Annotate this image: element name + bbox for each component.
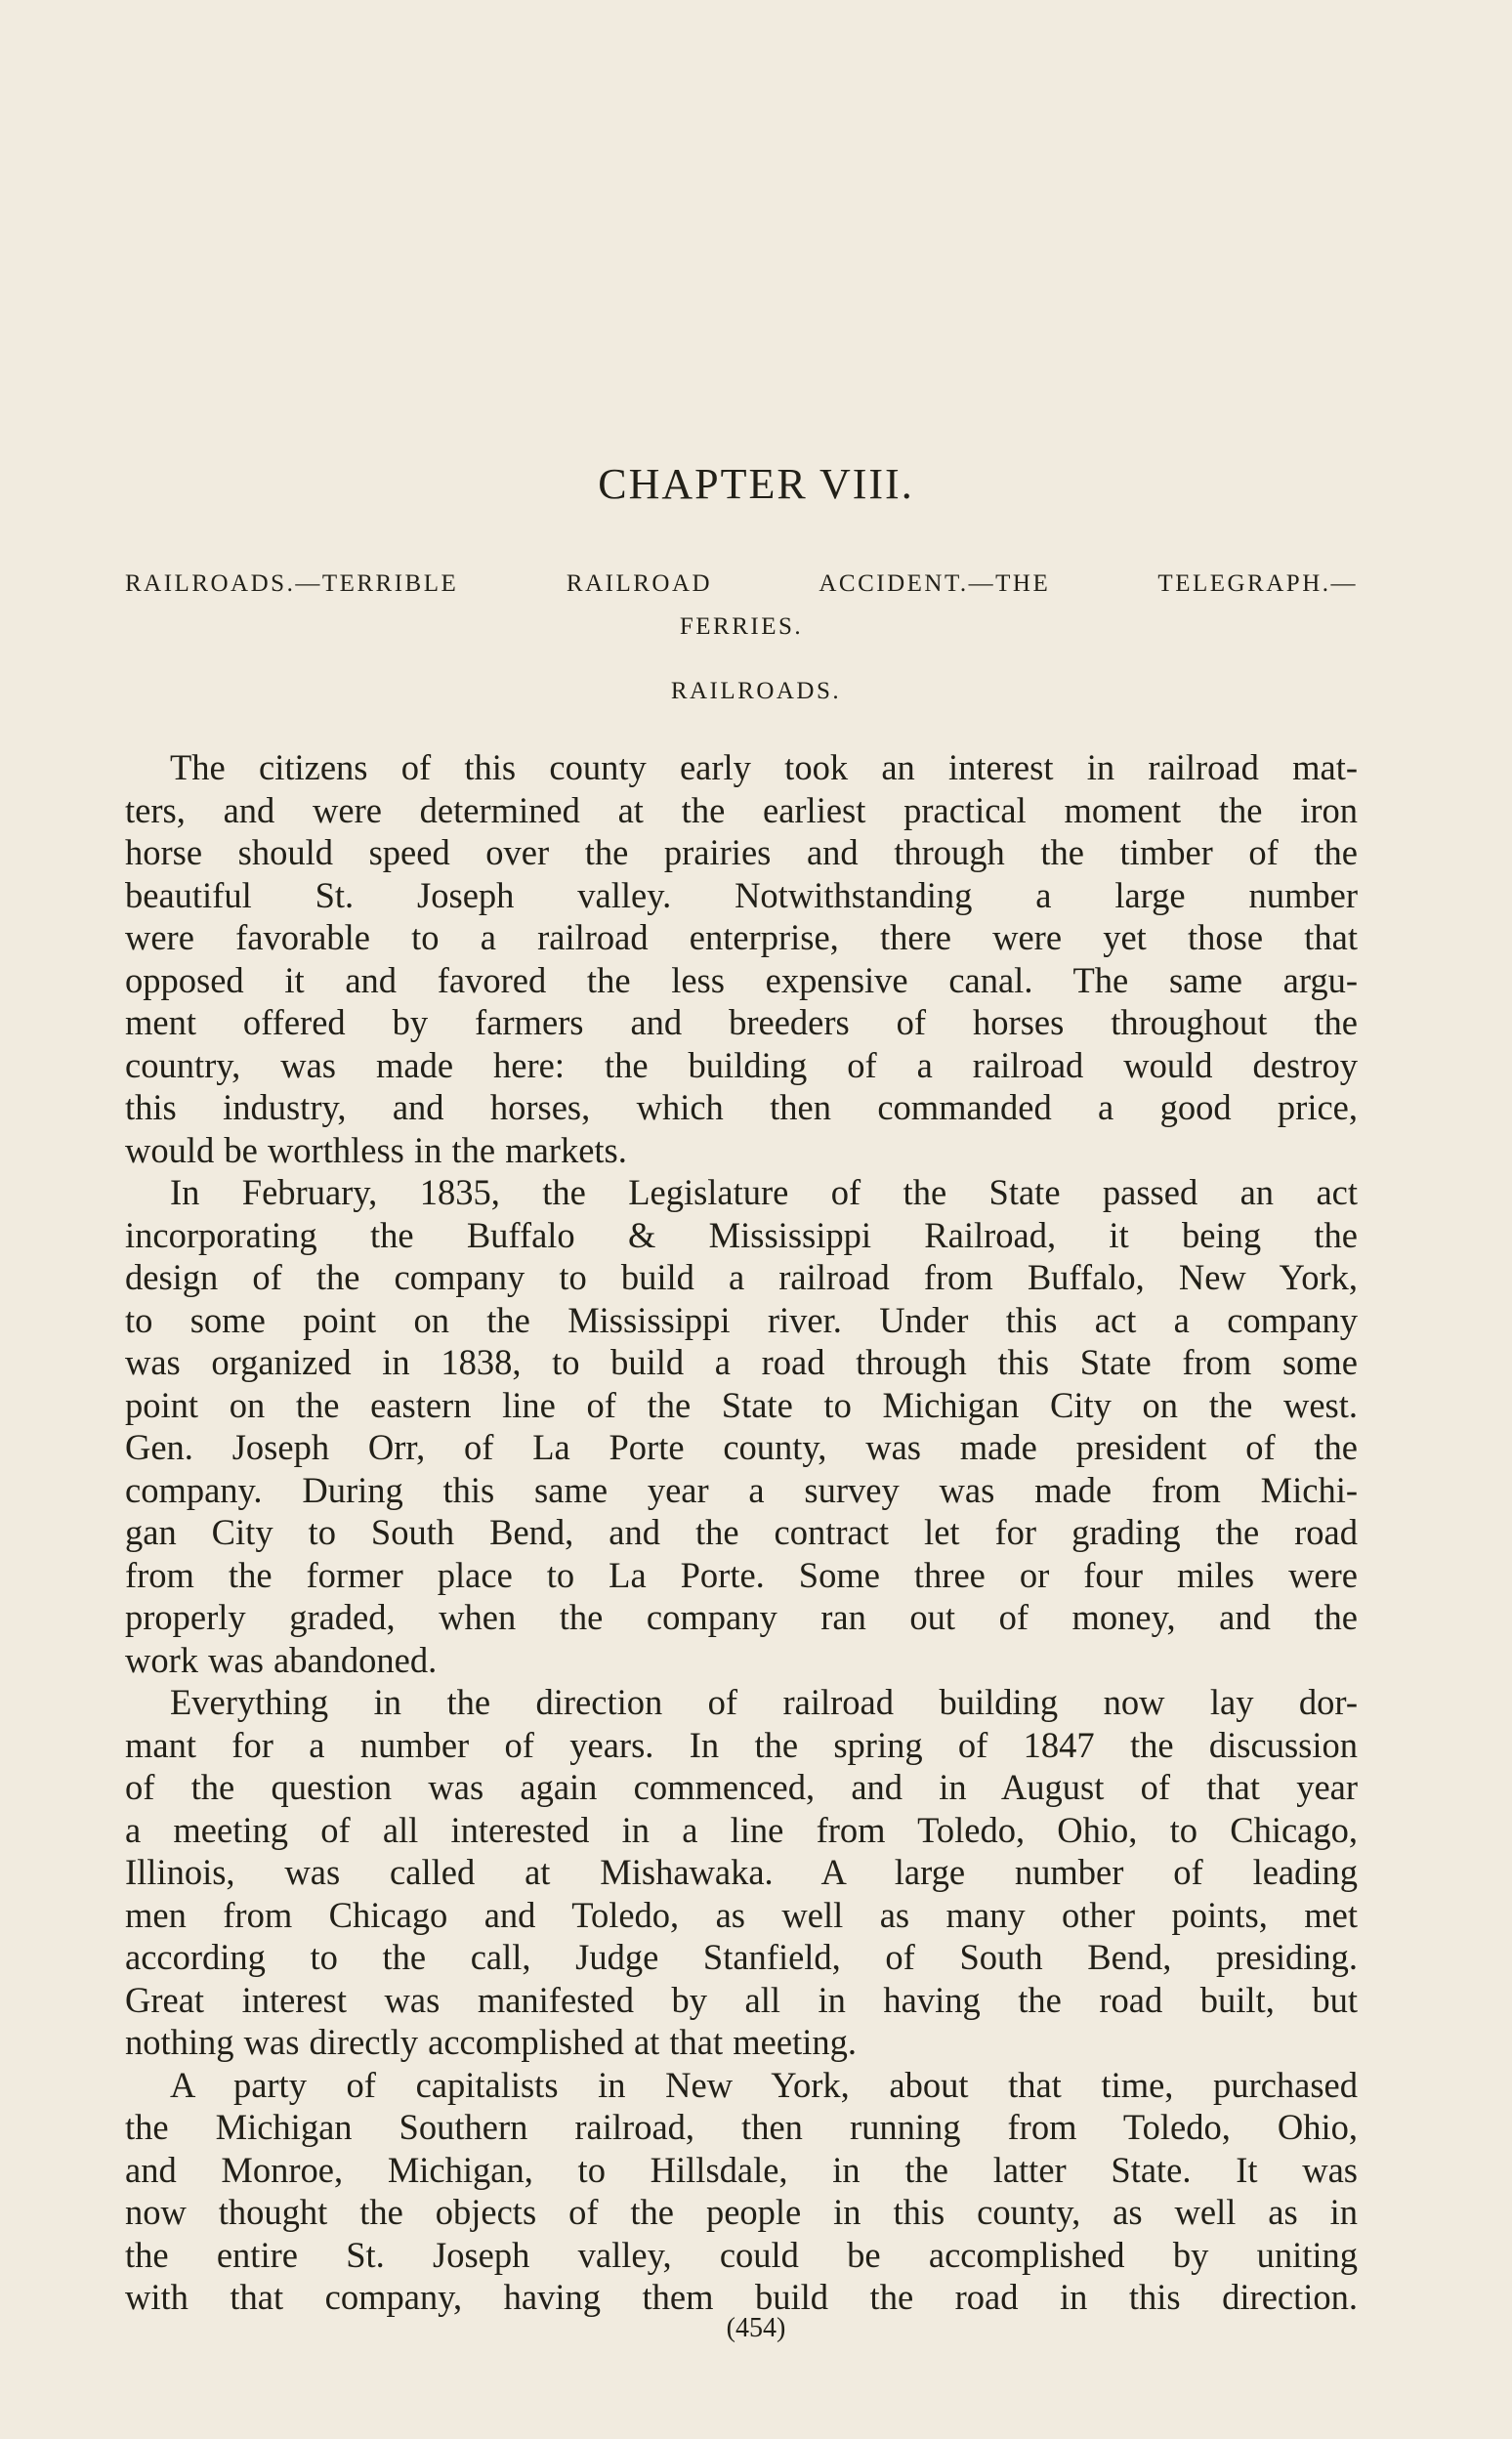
text-line: country, was made here: the building of a railroad would destroy [125, 1044, 1358, 1085]
text-line: incorporating the Buffalo & Mississippi Railroad, it being the [125, 1214, 1358, 1255]
text-line: with that company, having them build the road in this direction. [125, 2277, 1358, 2317]
text-line: ment offered by farmers and breeders of horses throughout the [125, 1002, 1358, 1042]
text-line: from the former place to La Porte. Some three or four miles were [125, 1554, 1358, 1595]
paragraph [125, 1171, 1358, 1681]
text-line: A party of capitalists in New York, about that time, purchased [170, 2064, 1358, 2105]
section-heading: RAILROADS. [670, 678, 842, 704]
chapter-subtitle-line: FERRIES. [679, 613, 804, 640]
text-line: of the question was again commenced, and in August of that year [125, 1767, 1358, 1807]
text-line: the entire St. Joseph valley, could be accomplished by uniting [125, 2234, 1358, 2275]
text-line: horse should speed over the prairies and through the timber of the [125, 832, 1358, 872]
text-line: to some point on the Mississippi river. Under this act a company [125, 1299, 1358, 1340]
text-line: now thought the objects of the people in this county, as well as in [125, 2192, 1358, 2232]
chapter-subtitle [125, 563, 1358, 649]
paragraph [125, 1681, 1358, 2064]
text-line: mant for a number of years. In the spring of 1847 the discussion [125, 1724, 1358, 1765]
text-line: company. During this same year a survey was made from Michi- [125, 1469, 1358, 1510]
paragraph [125, 746, 1358, 1171]
text-line: properly graded, when the company ran out of money, and the [125, 1597, 1358, 1637]
paragraph [125, 2064, 1358, 2319]
text-line: beautiful St. Joseph valley. Notwithstanding a large number [125, 874, 1358, 915]
text-line: Gen. Joseph Orr, of La Porte county, was made president of the [125, 1427, 1358, 1467]
text-line: was organized in 1838, to build a road through this State from some [125, 1342, 1358, 1382]
text-line: Everything in the direction of railroad building now lay dor- [170, 1682, 1358, 1722]
text-line: The citizens of this county early took an interest in railroad mat- [170, 747, 1358, 787]
text-line: opposed it and favored the less expensive canal. The same argu- [125, 959, 1358, 1000]
text-line: this industry, and horses, which then commanded a good price, [125, 1087, 1358, 1127]
page-number: (454) [726, 2313, 786, 2343]
text-line: men from Chicago and Toledo, as well as many other points, met [125, 1894, 1358, 1935]
text-line: point on the eastern line of the State to Michigan City on the west. [125, 1384, 1358, 1425]
text-line: design of the company to build a railroad from Buffalo, New York, [125, 1257, 1358, 1297]
text-line: work was abandoned. [125, 1639, 438, 1680]
chapter-subtitle-line: RAILROADS.—TERRIBLE RAILROAD ACCIDENT.—THE TELEGRAPH.— [125, 570, 1358, 597]
text-line: Illinois, was called at Mishawaka. A large number of leading [125, 1852, 1358, 1892]
chapter-title: CHAPTER VIII. [598, 460, 914, 508]
text-line: ters, and were determined at the earliest practical moment the iron [125, 789, 1358, 830]
text-line: a meeting of all interested in a line from Toledo, Ohio, to Chicago, [125, 1809, 1358, 1850]
body-text [125, 746, 1358, 2319]
text-line: would be worthless in the markets. [125, 1129, 627, 1170]
text-line: Great interest was manifested by all in having the road built, but [125, 1979, 1358, 2020]
text-line: gan City to South Bend, and the contract let for grading the road [125, 1512, 1358, 1552]
text-line: nothing was directly accomplished at that meeting. [125, 2022, 857, 2062]
text-line: and Monroe, Michigan, to Hillsdale, in the latter State. It was [125, 2149, 1358, 2190]
text-line: the Michigan Southern railroad, then running from Toledo, Ohio, [125, 2107, 1358, 2147]
text-line: were favorable to a railroad enterprise, there were yet those that [125, 917, 1358, 957]
text-line: according to the call, Judge Stanfield, of South Bend, presiding. [125, 1937, 1358, 1977]
text-line: In February, 1835, the Legislature of the State passed an act [170, 1172, 1358, 1212]
